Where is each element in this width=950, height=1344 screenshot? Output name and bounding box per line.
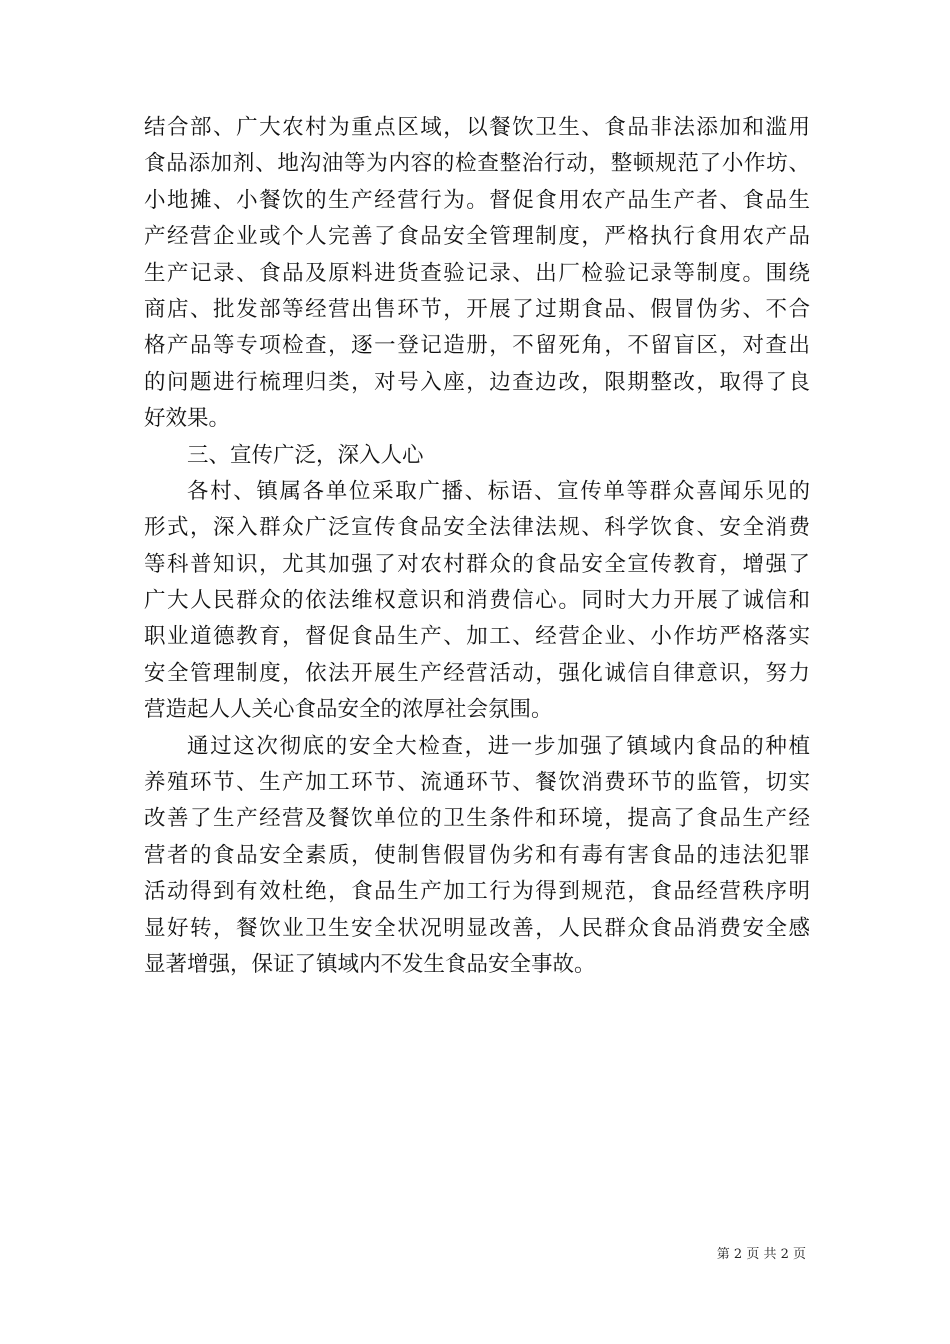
text-line: 小地摊、小餐饮的生产经营行为。督促食用农产品生产者、食品生 — [144, 187, 810, 213]
paragraph-publicity — [144, 474, 810, 729]
text-line: 通过这次彻底的安全大检查，进一步加强了镇域内食品的种植 — [187, 733, 810, 759]
section-heading — [144, 438, 810, 474]
text-line: 的问题进行梳理归类，对号入座，边查边改，限期整改，取得了良 — [144, 369, 810, 395]
text-line: 广大人民群众的依法维权意识和消费信心。同时大力开展了诚信和 — [144, 588, 810, 614]
text-line: 显著增强，保证了镇域内不发生食品安全事故。 — [144, 951, 596, 977]
text-line: 生产记录、食品及原料进货查验记录、出厂检验记录等制度。围绕 — [144, 260, 810, 286]
text-line: 食品添加剂、地沟油等为内容的检查整治行动，整顿规范了小作坊、 — [144, 151, 810, 177]
text-line: 产经营企业或个人完善了食品安全管理制度，严格执行食用农产品 — [144, 224, 810, 250]
text-line: 活动得到有效杜绝，食品生产加工行为得到规范，食品经营秩序明 — [144, 879, 810, 905]
text-line: 营造起人人关心食品安全的浓厚社会氛围。 — [144, 697, 553, 723]
text-line: 好效果。 — [144, 406, 231, 432]
text-line: 改善了生产经营及餐饮单位的卫生条件和环境，提高了食品生产经 — [144, 806, 810, 832]
text-line: 安全管理制度，依法开展生产经营活动，强化诚信自律意识，努力 — [144, 660, 810, 686]
text-line: 形式，深入群众广泛宣传食品安全法律法规、科学饮食、安全消费 — [144, 515, 810, 541]
text-line: 各村、镇属各单位采取广播、标语、宣传单等群众喜闻乐见的 — [187, 478, 810, 504]
paragraph-continuation — [144, 110, 810, 438]
text-line: 显好转，餐饮业卫生安全状况明显改善，人民群众食品消费安全感 — [144, 915, 810, 941]
text-line: 结合部、广大农村为重点区域，以餐饮卫生、食品非法添加和滥用 — [144, 115, 810, 140]
text-line: 职业道德教育，督促食品生产、加工、经营企业、小作坊严格落实 — [144, 624, 810, 650]
text-line: 营者的食品安全素质，使制售假冒伪劣和有毒有害食品的违法犯罪 — [144, 842, 810, 868]
document-body — [144, 110, 810, 983]
text-line: 养殖环节、生产加工环节、流通环节、餐饮消费环节的监管，切实 — [144, 770, 810, 796]
text-line: 等科普知识，尤其加强了对农村群众的食品安全宣传教育，增强了 — [144, 551, 810, 577]
text-line: 格产品等专项检查，逐一登记造册，不留死角，不留盲区，对查出 — [144, 333, 810, 359]
paragraph-conclusion — [144, 729, 810, 984]
heading-text: 三、宣传广泛，深入人心 — [187, 442, 424, 468]
page-number: 第 2 页 共 2 页 — [716, 1247, 806, 1262]
text-line: 商店、批发部等经营出售环节，开展了过期食品、假冒伪劣、不合 — [144, 296, 810, 322]
